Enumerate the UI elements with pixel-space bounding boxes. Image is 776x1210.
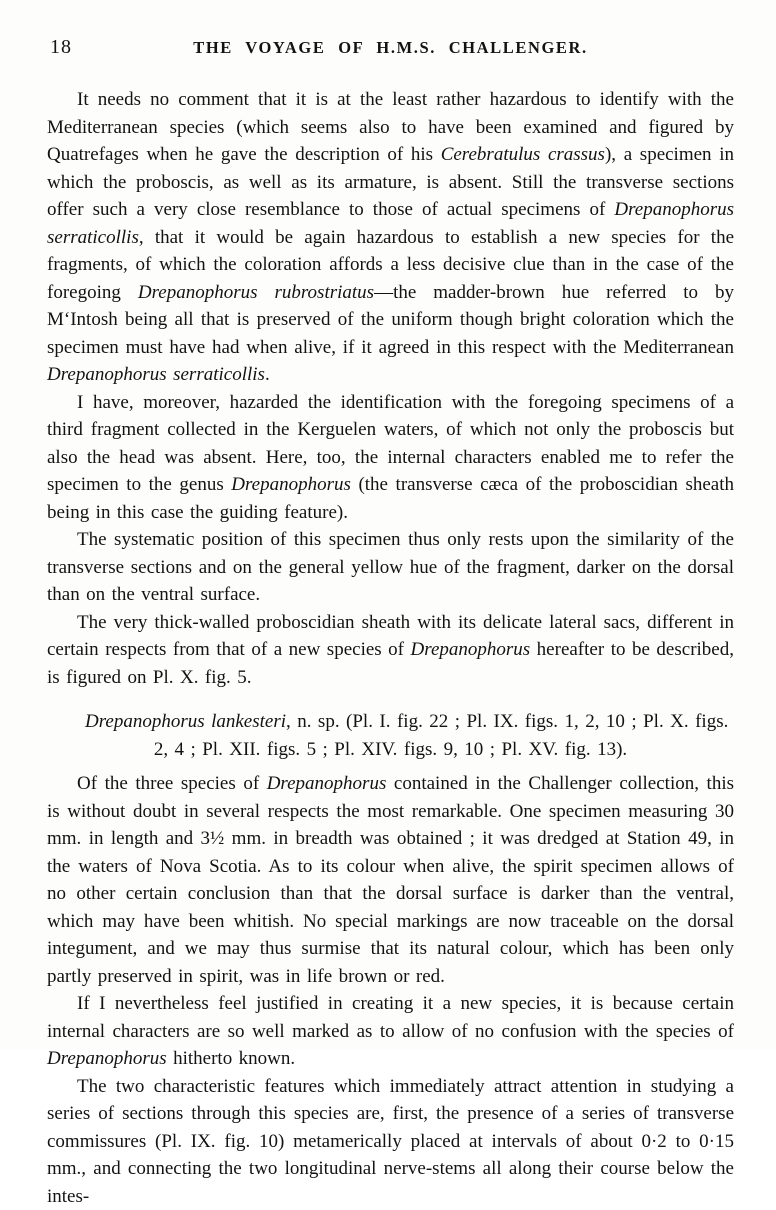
species-heading-line-2: 2, 4 ; Pl. XII. figs. 5 ; Pl. XIV. figs. 9, 10 ; Pl. XV. fig. 13). (47, 736, 734, 764)
running-title: THE VOYAGE OF H.M.S. CHALLENGER. (47, 36, 734, 58)
paragraph: Of the three species of Drepanophorus contained in the Challenger collection, this is without doubt in several respects the most remarkable. One specimen measuring 30 mm. in length and 3½ mm. in breadth was obtained ; it was dredged at Station 49, in the waters of Nova Scotia. As to its colour when alive, the spirit specimen allows of no other certain conclusion than that the dorsal surface is darker than the ventral, which may have been whitish. No special markings are now traceable on the dorsal integument, and we may thus surmise that its natural colour, which has been only partly preserved in spirit, was in life brown or red. (47, 770, 734, 990)
species-heading-line-1: Drepanophorus lankesteri, n. sp. (Pl. I. fig. 22 ; Pl. IX. figs. 1, 2, 10 ; Pl. X. figs. (47, 708, 734, 736)
species-heading (47, 708, 734, 763)
paragraph: The systematic position of this specimen thus only rests upon the similarity of the transverse sections and on the general yellow hue of the fragment, darker on the dorsal than on the ventral surface. (47, 526, 734, 609)
page-header (47, 36, 734, 60)
body-text (47, 86, 734, 1210)
paragraph: It needs no comment that it is at the least rather hazardous to identify with the Mediterranean species (which seems also to have been examined and figured by Quatrefages when he gave the description of his Cerebratulus crassus), a specimen in which the proboscis, as well as its armature, is absent. Still the transverse sections offer such a very close resemblance to those of actual specimens of Drepanophorus serraticollis, that it would be again hazardous to establish a new species for the fragments, of which the coloration affords a less decisive clue than in the case of the foregoing Drepanophorus rubrostriatus—the madder-brown hue referred to by M‘Intosh being all that is preserved of the uniform though bright coloration which the specimen must have had when alive, if it agreed in this respect with the Mediterranean Drepanophorus serraticollis. (47, 86, 734, 389)
page-content (47, 36, 734, 1210)
page-number: 18 (50, 36, 72, 59)
paragraph: I have, moreover, hazarded the identification with the foregoing specimens of a third fragment collected in the Kerguelen waters, of which not only the proboscis but also the head was absent. Here, too, the internal characters enabled me to refer the specimen to the genus Drepanophorus (the transverse cæca of the proboscidian sheath being in this case the guiding feature). (47, 389, 734, 527)
paragraph: The two characteristic features which immediately attract attention in studying a series of sections through this species are, first, the presence of a series of transverse commissures (Pl. IX. fig. 10) metamerically placed at intervals of about 0·2 to 0·15 mm., and connecting the two longitudinal nerve-stems all along their course below the intes- (47, 1073, 734, 1210)
paragraph: The very thick-walled proboscidian sheath with its delicate lateral sacs, different in certain respects from that of a new species of Drepanophorus hereafter to be described, is figured on Pl. X. fig. 5. (47, 609, 734, 692)
paragraph: If I nevertheless feel justified in creating it a new species, it is because certain internal characters are so well marked as to allow of no confusion with the species of Drepanophorus hitherto known. (47, 990, 734, 1073)
